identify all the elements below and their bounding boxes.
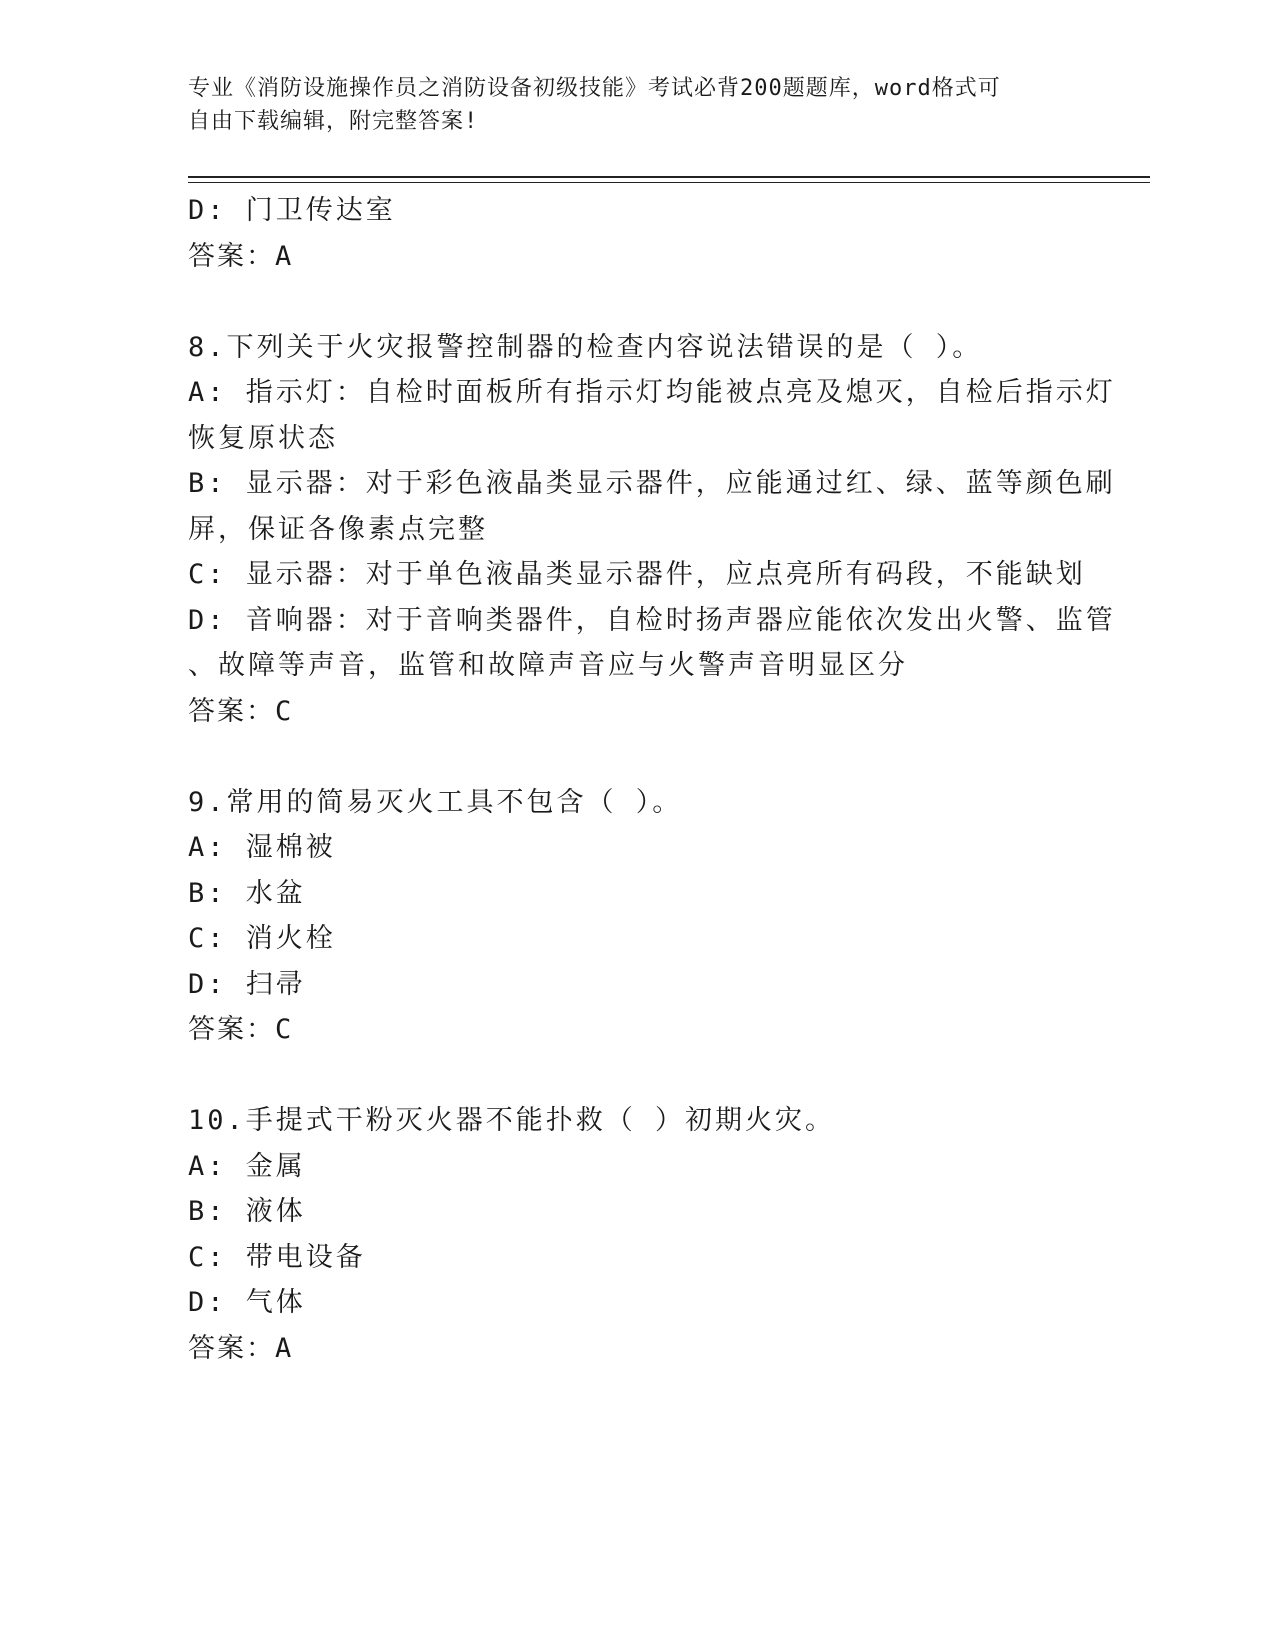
option-a-line-2: 恢复原状态 bbox=[188, 422, 338, 454]
option-d-line-2: 、故障等声音，监管和故障声音应与火警声音明显区分 bbox=[188, 650, 908, 681]
option-a: A: 金属 bbox=[188, 1150, 306, 1182]
document-header bbox=[188, 72, 1068, 138]
option-b-line-1: B: 显示器：对于彩色液晶类显示器件，应能通过红、绿、蓝等颜色刷 bbox=[188, 468, 1116, 499]
prev-answer: 答案：A bbox=[188, 240, 294, 272]
question-stem: 9.常用的简易灭火工具不包含（ ）。 bbox=[188, 786, 683, 818]
answer: 答案：C bbox=[188, 1014, 294, 1045]
option-b-line-2: 屏，保证各像素点完整 bbox=[188, 513, 488, 545]
option-d-line-1: D: 音响器：对于音响类器件，自检时扬声器应能依次发出火警、监管 bbox=[188, 604, 1116, 636]
option-c: C: 显示器：对于单色液晶类显示器件，应点亮所有码段，不能缺划 bbox=[188, 559, 1086, 590]
question-9 bbox=[188, 780, 1088, 1053]
header-divider-thick bbox=[188, 176, 1150, 178]
option-b: B: 液体 bbox=[188, 1196, 306, 1227]
question-10 bbox=[188, 1098, 1088, 1371]
question-stem: 8.下列关于火灾报警控制器的检查内容说法错误的是（ ）。 bbox=[188, 331, 983, 363]
option-d: D: 扫帚 bbox=[188, 968, 306, 1000]
question-8 bbox=[188, 325, 1116, 735]
option-b: B: 水盆 bbox=[188, 877, 306, 909]
header-title-line-2: 自由下载编辑，附完整答案! bbox=[188, 109, 479, 134]
spacer bbox=[188, 1053, 1088, 1099]
question-stem: 10.手提式干粉灭火器不能扑救（ ）初期火灾。 bbox=[188, 1105, 836, 1136]
prev-option-d: D: 门卫传达室 bbox=[188, 195, 396, 226]
question-list bbox=[188, 188, 1116, 1371]
header-divider-thin bbox=[188, 182, 1150, 183]
header-title-line-1: 专业《消防设施操作员之消防设备初级技能》考试必背200题题库，word格式可 bbox=[188, 76, 1001, 101]
option-a: A: 湿棉被 bbox=[188, 832, 336, 863]
answer: 答案：A bbox=[188, 1332, 294, 1364]
option-a-line-1: A: 指示灯：自检时面板所有指示灯均能被点亮及熄灭，自检后指示灯 bbox=[188, 377, 1116, 408]
option-c: C: 带电设备 bbox=[188, 1241, 366, 1273]
spacer bbox=[188, 279, 1088, 325]
answer: 答案：C bbox=[188, 695, 294, 727]
option-c: C: 消火栓 bbox=[188, 923, 336, 954]
spacer bbox=[188, 734, 1088, 780]
option-d: D: 气体 bbox=[188, 1287, 306, 1318]
